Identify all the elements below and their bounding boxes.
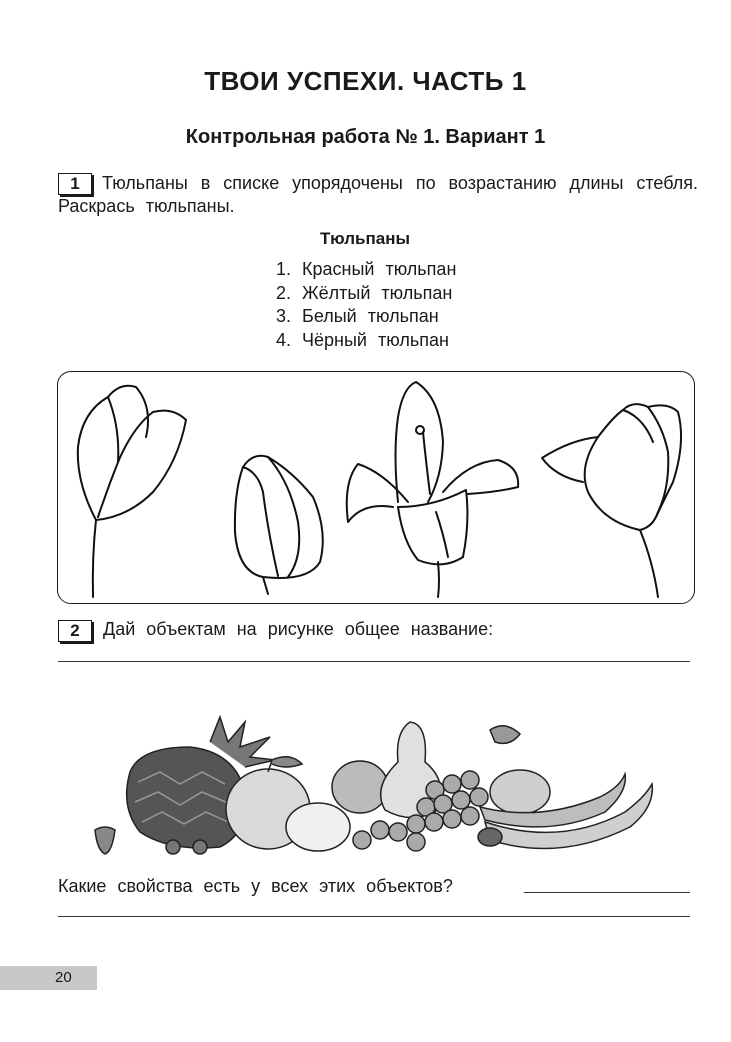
- tulip-4-drawing: [542, 404, 681, 597]
- fruits-illustration: [80, 712, 660, 862]
- task-1-text-content: Тюльпаны в списке упорядочены по возрастанию длины стебля. Раскрась тюльпаны.: [58, 173, 698, 216]
- tulip-3-drawing: [347, 382, 518, 597]
- tulip-list-title: Тюльпаны: [320, 229, 411, 248]
- task-2-answer-line[interactable]: [58, 661, 690, 662]
- lemon-drawing: [286, 803, 350, 851]
- tulip-list-item: 2. Жёлтый тюльпан: [276, 282, 453, 303]
- leaf-drawing: [490, 726, 520, 744]
- page-title: ТВОИ УСПЕХИ. ЧАСТЬ 1: [204, 66, 527, 96]
- plum-drawing: [478, 828, 502, 846]
- peach-drawing: [490, 770, 550, 814]
- tulip-list: [276, 258, 456, 352]
- task-1-text: [58, 172, 698, 218]
- task-3-answer-line-2[interactable]: [58, 916, 690, 917]
- tulip-2-drawing: [235, 456, 323, 594]
- tulip-drawings: [58, 372, 694, 603]
- strawberry-drawing: [95, 827, 115, 854]
- tulip-list-item: 1. Красный тюльпан: [276, 259, 457, 279]
- page-number: 20: [0, 966, 97, 990]
- task-1-number: 1: [58, 173, 92, 195]
- task-3-text: Какие свойства есть у всех этих объектов?: [58, 876, 453, 896]
- test-subtitle: Контрольная работа № 1. Вариант 1: [185, 126, 546, 148]
- tulip-list-item: 4. Чёрный тюльпан: [276, 329, 449, 350]
- kiwi-drawing: [332, 761, 388, 813]
- task-3-answer-line-1[interactable]: [524, 892, 690, 893]
- task-2-number: 2: [58, 620, 92, 642]
- tulip-drawing-frame: [57, 371, 695, 604]
- tulip-list-item: 3. Белый тюльпан: [276, 306, 439, 326]
- task-2-text: Дай объектам на рисунке общее название:: [103, 619, 494, 639]
- tulip-1-drawing: [78, 386, 186, 597]
